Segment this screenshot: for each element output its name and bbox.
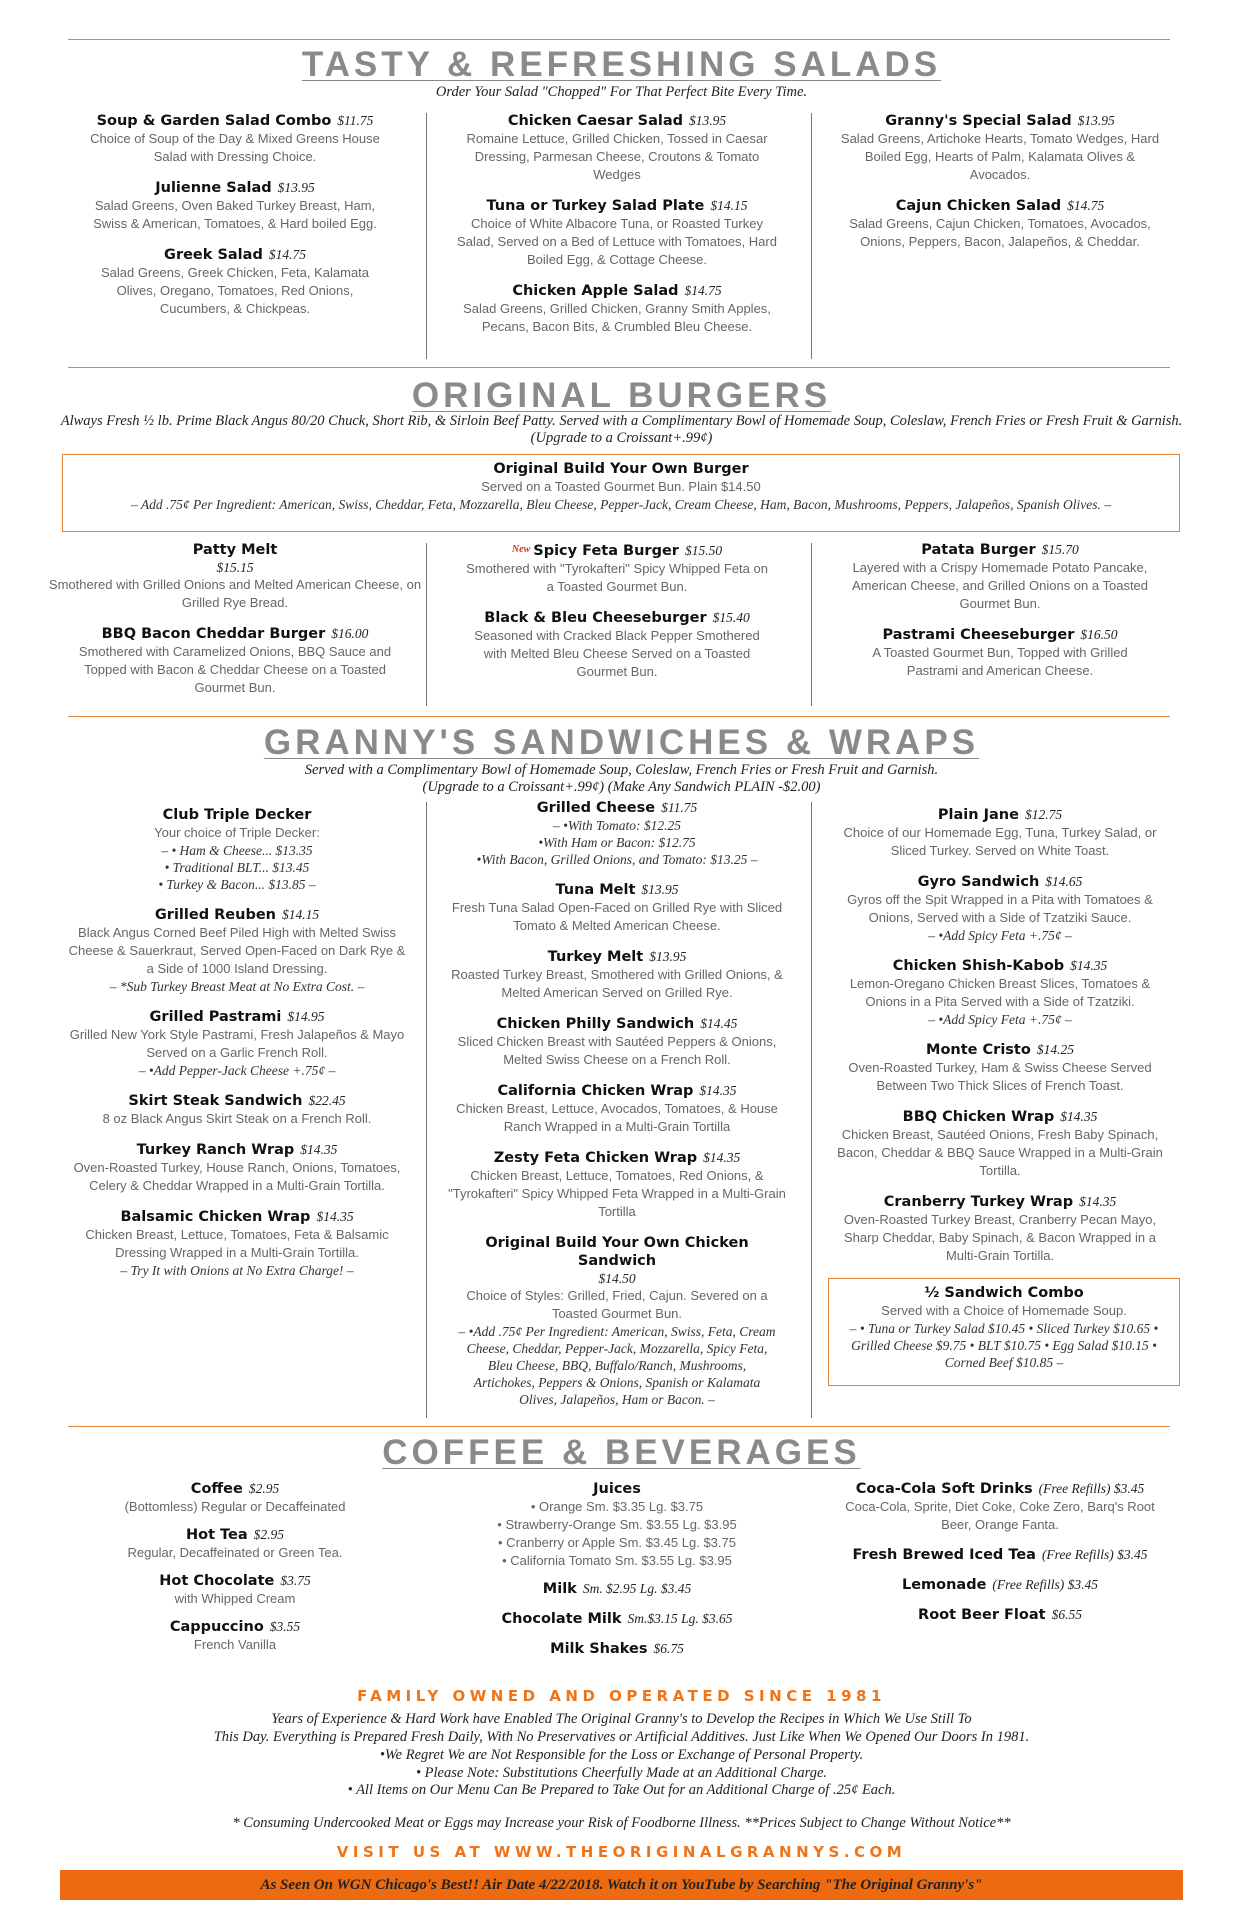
menu-item bbox=[80, 1526, 390, 1562]
item-price: $14.35 bbox=[300, 1142, 338, 1157]
item-name: Cappuccino bbox=[169, 1619, 264, 1635]
item-name: Grilled Reuben bbox=[154, 907, 276, 923]
item-note: – •Add Pepper-Jack Cheese +.75¢ – bbox=[138, 1063, 336, 1078]
item-name: Patata Burger bbox=[921, 542, 1036, 558]
item-description: Grilled New York Style Pastrami, Fresh Jalapeños & Mayo Served on a Garlic French Roll. bbox=[69, 1027, 405, 1060]
item-description: Gyros off the Spit Wrapped in a Pita with Tomatoes & Onions, Served with a Side of Tzatziki Sauce. bbox=[847, 892, 1153, 925]
item-price: $14.35 bbox=[316, 1209, 354, 1224]
item-name: Turkey Ranch Wrap bbox=[136, 1142, 295, 1158]
website-link[interactable]: VISIT US AT WWW.THEORIGINALGRANNYS.COM bbox=[336, 1843, 907, 1861]
item-price: $11.75 bbox=[661, 800, 698, 815]
beverages-column-2 bbox=[452, 1480, 782, 1670]
salads-column-1 bbox=[80, 112, 390, 331]
sandwiches-column-1 bbox=[68, 806, 406, 1292]
menu-item bbox=[444, 1149, 790, 1221]
policy-line: •We Regret We are Not Responsible for the Loss or Exchange of Personal Property. bbox=[379, 1747, 864, 1763]
item-description: Roasted Turkey Breast, Smothered with Grilled Onions, & Melted American Served on Grilled Rye. bbox=[451, 967, 783, 1000]
item-name: Original Build Your Own Chicken Sandwich bbox=[485, 1235, 749, 1269]
menu-item bbox=[452, 1640, 782, 1658]
wgn-banner: As Seen On WGN Chicago's Best!! Air Date 4/22/2018. Watch it on YouTube by Searching "The Original Granny's" bbox=[60, 1870, 1183, 1900]
menu-item bbox=[452, 1480, 782, 1570]
menu-item bbox=[68, 1092, 406, 1128]
sandwiches-column-2 bbox=[444, 799, 790, 1421]
item-name: Chicken Apple Salad bbox=[512, 283, 679, 299]
item-price: Sm.$3.15 Lg. $3.65 bbox=[627, 1611, 733, 1626]
column-divider bbox=[811, 543, 812, 706]
item-note: – • Tuna or Turkey Salad $10.45 • Sliced Turkey $10.65 • Grilled Cheese $9.75 • BLT $10.75 • Egg Salad $10.15 • Corned Beef $10.85 – bbox=[849, 1321, 1159, 1370]
item-name: BBQ Chicken Wrap bbox=[902, 1109, 1055, 1125]
item-price: $13.95 bbox=[649, 949, 687, 964]
beverages-column-1 bbox=[80, 1480, 390, 1664]
menu-item bbox=[80, 112, 390, 166]
column-divider bbox=[426, 543, 427, 706]
item-description: Served on a Toasted Gourmet Bun. Plain $14.50 bbox=[481, 479, 761, 494]
menu-item bbox=[452, 112, 782, 184]
item-name: Root Beer Float bbox=[918, 1607, 1046, 1623]
item-description: with Whipped Cream bbox=[174, 1591, 296, 1606]
item-price: $6.55 bbox=[1051, 1607, 1082, 1622]
menu-item bbox=[452, 282, 782, 336]
menu-item bbox=[835, 1606, 1165, 1624]
item-price: $16.00 bbox=[331, 626, 369, 641]
column-divider bbox=[811, 802, 812, 1418]
item-price: $13.95 bbox=[641, 882, 679, 897]
item-price: $14.45 bbox=[700, 1016, 738, 1031]
item-price: $6.75 bbox=[653, 1641, 684, 1656]
menu-item bbox=[452, 609, 782, 681]
item-price: $14.25 bbox=[1036, 1042, 1074, 1057]
item-option: • Traditional BLT... $13.45 bbox=[164, 860, 310, 875]
salads-column-2 bbox=[452, 112, 782, 349]
item-description: Romaine Lettuce, Grilled Chicken, Tossed in Caesar Dressing, Parmesan Cheese, Croutons & Tomato Wedges bbox=[466, 131, 768, 182]
item-name: Plain Jane bbox=[937, 807, 1019, 823]
item-description: Seasoned with Cracked Black Pepper Smothered with Melted Bleu Cheese Served on a Toasted Gourmet Bun. bbox=[474, 628, 760, 679]
item-price: $14.15 bbox=[281, 907, 320, 922]
menu-item bbox=[452, 541, 782, 596]
item-description: Sliced Chicken Breast with Sautéed Peppers & Onions, Melted Swiss Cheese on a French Roll. bbox=[457, 1034, 777, 1067]
item-name: Cranberry Turkey Wrap bbox=[883, 1194, 1074, 1210]
item-name: Juices bbox=[593, 1481, 641, 1497]
menu-item bbox=[835, 1041, 1165, 1095]
menu-item bbox=[68, 1008, 406, 1079]
burgers-title: ORIGINAL BURGERS bbox=[411, 376, 832, 415]
item-price: $2.95 bbox=[253, 1527, 285, 1542]
item-option: •With Bacon, Grilled Onions, and Tomato: $13.25 – bbox=[476, 852, 758, 867]
item-name: Skirt Steak Sandwich bbox=[128, 1093, 303, 1109]
item-price: $14.35 bbox=[699, 1083, 737, 1098]
item-name: Balsamic Chicken Wrap bbox=[120, 1209, 311, 1225]
burgers-column-2 bbox=[452, 541, 782, 694]
item-note: – •Add Spicy Feta +.75¢ – bbox=[928, 928, 1072, 943]
item-description: Smothered with "Tyrokafteri" Spicy Whipped Feta on a Toasted Gourmet Bun. bbox=[466, 561, 768, 594]
item-name: Original Build Your Own Burger bbox=[493, 461, 749, 477]
item-price: $11.75 bbox=[337, 113, 374, 128]
item-price: $14.95 bbox=[287, 1009, 325, 1024]
item-name: Granny's Special Salad bbox=[885, 113, 1072, 129]
sandwiches-title: GRANNY'S SANDWICHES & WRAPS bbox=[263, 723, 980, 762]
menu-item bbox=[80, 246, 390, 318]
menu-item bbox=[80, 1572, 390, 1608]
salads-title: TASTY & REFRESHING SALADS bbox=[301, 45, 942, 84]
item-price: $22.45 bbox=[308, 1093, 346, 1108]
item-description: Choice of White Albacore Tuna, or Roasted Turkey Salad, Served on a Bed of Lettuce with Tomatoes, Hard Boiled Egg, & Cottage Cheese. bbox=[457, 216, 777, 267]
item-price: $14.50 bbox=[598, 1271, 636, 1286]
menu-item bbox=[444, 881, 790, 935]
menu-item bbox=[835, 112, 1165, 184]
foodborne-warning: * Consuming Undercooked Meat or Eggs may Increase your Risk of Foodborne Illness. **Prices Subject to Change Without Notice** bbox=[232, 1815, 1011, 1831]
salads-subtitle: Order Your Salad "Chopped" For That Perfect Bite Every Time. bbox=[435, 84, 808, 100]
item-description: Chicken Breast, Sautéed Onions, Fresh Baby Spinach, Bacon, Cheddar & BBQ Sauce Wrapped in a Multi-Grain Tortilla. bbox=[837, 1127, 1163, 1178]
item-price: $13.95 bbox=[689, 113, 727, 128]
item-name: Turkey Melt bbox=[547, 949, 644, 965]
burgers-column-1 bbox=[40, 541, 430, 710]
item-name: Cajun Chicken Salad bbox=[895, 198, 1062, 214]
burgers-column-3 bbox=[835, 541, 1165, 693]
beverages-column-3 bbox=[835, 1480, 1165, 1636]
item-name: Chicken Shish-Kabob bbox=[892, 958, 1065, 974]
item-description: Lemon-Oregano Chicken Breast Slices, Tomatoes & Onions in a Pita Served with a Side of Tzatziki. bbox=[849, 976, 1151, 1009]
item-price: $14.75 bbox=[268, 247, 306, 262]
build-your-own-burger-box bbox=[62, 454, 1180, 532]
item-price: (Free Refills) $3.45 bbox=[1041, 1547, 1148, 1562]
item-price: (Free Refills) $3.45 bbox=[992, 1577, 1099, 1592]
item-description: Chicken Breast, Lettuce, Tomatoes, Feta & Balsamic Dressing Wrapped in a Multi-Grain Tortilla. bbox=[85, 1227, 389, 1260]
item-price: $15.40 bbox=[712, 610, 750, 625]
menu-item bbox=[452, 1580, 782, 1598]
item-name: Soup & Garden Salad Combo bbox=[96, 113, 332, 129]
salads-column-3 bbox=[835, 112, 1165, 264]
item-name: Grilled Pastrami bbox=[149, 1009, 282, 1025]
item-name: Pastrami Cheeseburger bbox=[882, 627, 1075, 643]
item-description: Oven-Roasted Turkey Breast, Cranberry Pecan Mayo, Sharp Cheddar, Baby Spinach, & Bacon Wrapped in a Multi-Grain Tortilla. bbox=[843, 1212, 1157, 1263]
sandwiches-subtitle-1: Served with a Complimentary Bowl of Homemade Soup, Coleslaw, French Fries or Fresh Fruit and Garnish. bbox=[304, 762, 939, 778]
item-name: BBQ Bacon Cheddar Burger bbox=[101, 626, 326, 642]
item-price: $14.65 bbox=[1045, 874, 1083, 889]
sandwiches-column-3 bbox=[835, 806, 1165, 1278]
section-rule bbox=[68, 1426, 1170, 1427]
half-sandwich-combo-box bbox=[828, 1278, 1180, 1386]
item-name: Tuna Melt bbox=[555, 882, 636, 898]
menu-item bbox=[80, 179, 390, 233]
item-name: Hot Chocolate bbox=[159, 1573, 275, 1589]
item-price: $12.75 bbox=[1024, 807, 1063, 822]
item-description: Smothered with Grilled Onions and Melted American Cheese, on Grilled Rye Bread. bbox=[48, 577, 422, 610]
item-description: Salad Greens, Artichoke Hearts, Tomato Wedges, Hard Boiled Egg, Hearts of Palm, Kalamata Olives & Avocados. bbox=[840, 131, 1160, 182]
item-price: $3.55 bbox=[269, 1619, 301, 1634]
item-price: $15.15 bbox=[216, 560, 254, 575]
item-name: ½ Sandwich Combo bbox=[924, 1285, 1084, 1301]
item-option: – •With Tomato: $12.25 bbox=[553, 818, 681, 833]
item-description: Salad Greens, Greek Chicken, Feta, Kalamata Olives, Oregano, Tomatoes, Red Onions, Cucumbers, & Chickpeas. bbox=[100, 265, 370, 316]
item-note: – •Add .75¢ Per Ingredient: American, Swiss, Feta, Cream Cheese, Cheddar, Pepper-Jack, Mozzarella, Spicy Feta, Bleu Cheese, BBQ, Buffalo/Ranch, Mushrooms, Artichokes, Peppers & Onions, Spanish or Kalamata Olives, Jalapeños, Ham or Bacon. – bbox=[458, 1324, 776, 1407]
item-description: Salad Greens, Grilled Chicken, Granny Smith Apples, Pecans, Bacon Bits, & Crumbled Bleu Cheese. bbox=[463, 301, 771, 334]
menu-item bbox=[68, 1208, 406, 1279]
item-price: $14.35 bbox=[1079, 1194, 1117, 1209]
item-description: Layered with a Crispy Homemade Potato Pancake, American Cheese, and Grilled Onions on a Toasted Gourmet Bun. bbox=[851, 560, 1149, 611]
column-divider bbox=[426, 113, 427, 359]
item-name: Milk Shakes bbox=[550, 1641, 648, 1657]
menu-item bbox=[68, 1141, 406, 1195]
policy-line: • Please Note: Substitutions Cheerfully Made at an Additional Charge. bbox=[415, 1765, 828, 1781]
menu-item bbox=[452, 197, 782, 269]
family-owned-heading: FAMILY OWNED AND OPERATED SINCE 1981 bbox=[357, 1687, 886, 1705]
top-rule bbox=[68, 39, 1170, 40]
item-note: – Try It with Onions at No Extra Charge! – bbox=[120, 1263, 354, 1278]
item-name: Fresh Brewed Iced Tea bbox=[852, 1547, 1036, 1563]
item-name: Chicken Philly Sandwich bbox=[496, 1016, 695, 1032]
menu-item bbox=[835, 957, 1165, 1028]
item-price: (Free Refills) $3.45 bbox=[1038, 1481, 1145, 1496]
item-description: Chicken Breast, Lettuce, Avocados, Tomatoes, & House Ranch Wrapped in a Multi-Grain Tortilla bbox=[456, 1101, 778, 1134]
menu-item bbox=[80, 1480, 390, 1516]
item-option: • Cranberry or Apple Sm. $3.45 Lg. $3.75 bbox=[498, 1535, 736, 1550]
menu-item bbox=[835, 1108, 1165, 1180]
item-option: – • Ham & Cheese... $13.35 bbox=[161, 843, 313, 858]
item-name: Julienne Salad bbox=[155, 180, 272, 196]
item-name: Hot Tea bbox=[185, 1527, 248, 1543]
item-name: Coffee bbox=[190, 1481, 243, 1497]
menu-item bbox=[835, 541, 1165, 613]
item-name: Grilled Cheese bbox=[536, 800, 656, 816]
item-price: $13.95 bbox=[1077, 113, 1115, 128]
item-description: Salad Greens, Oven Baked Turkey Breast, Ham, Swiss & American, Tomatoes, & Hard boiled Egg. bbox=[93, 198, 377, 231]
burgers-subtitle: Always Fresh ½ lb. Prime Black Angus 80/20 Chuck, Short Rib, & Sirloin Beef Patty. Served with a Complimentary Bowl of Homemade Soup, Coleslaw, French Fries or Fresh Fruit & Garnish. (Upgrade to a Croissant+.99¢) bbox=[60, 413, 1183, 446]
menu-item bbox=[835, 626, 1165, 680]
section-rule bbox=[68, 716, 1170, 717]
menu-item bbox=[444, 1082, 790, 1136]
story-line: Years of Experience & Hard Work have Enabled The Original Granny's to Develop the Recipes in Which We Use Still To bbox=[271, 1711, 972, 1727]
column-divider bbox=[811, 113, 812, 359]
item-price: $2.95 bbox=[248, 1481, 280, 1496]
menu-item bbox=[835, 1546, 1165, 1564]
item-price: $14.35 bbox=[1060, 1109, 1098, 1124]
item-note: – Add .75¢ Per Ingredient: American, Swiss, Cheddar, Feta, Mozzarella, Bleu Cheese, Pepper-Jack, Cream Cheese, Ham, Bacon, Mushrooms, Peppers, Jalapeños, Spanish Olives. – bbox=[131, 497, 1111, 512]
menu-item bbox=[80, 1618, 390, 1654]
menu-item bbox=[835, 1576, 1165, 1594]
item-name: Black & Bleu Cheeseburger bbox=[484, 610, 707, 626]
menu-item bbox=[68, 906, 406, 995]
menu-item bbox=[444, 1015, 790, 1069]
item-option: • California Tomato Sm. $3.55 Lg. $3.95 bbox=[502, 1553, 732, 1568]
item-description: Smothered with Caramelized Onions, BBQ Sauce and Topped with Bacon & Cheddar Cheese on a Toasted Gourmet Bun. bbox=[78, 644, 392, 695]
menu-item bbox=[452, 1610, 782, 1628]
item-description: (Bottomless) Regular or Decaffeinated bbox=[124, 1499, 346, 1514]
menu-item bbox=[444, 1234, 790, 1408]
policy-line: • All Items on Our Menu Can Be Prepared to Take Out for an Additional Charge of .25¢ Each. bbox=[347, 1782, 896, 1798]
item-price: Sm. $2.95 Lg. $3.45 bbox=[582, 1581, 692, 1596]
item-name: Lemonade bbox=[901, 1577, 987, 1593]
item-name: Club Triple Decker bbox=[162, 807, 312, 823]
item-description: Choice of Soup of the Day & Mixed Greens House Salad with Dressing Choice. bbox=[90, 131, 380, 164]
item-name: Coca-Cola Soft Drinks bbox=[855, 1481, 1033, 1497]
item-name: Monte Cristo bbox=[926, 1042, 1031, 1058]
menu-item bbox=[444, 799, 790, 868]
item-note: – •Add Spicy Feta +.75¢ – bbox=[928, 1012, 1072, 1027]
item-description: Coca-Cola, Sprite, Diet Coke, Coke Zero, Barq's Root Beer, Orange Fanta. bbox=[845, 1499, 1155, 1532]
sandwiches-subtitle-2: (Upgrade to a Croissant+.99¢) (Make Any Sandwich PLAIN -$2.00) bbox=[422, 779, 821, 795]
item-description: Oven-Roasted Turkey, Ham & Swiss Cheese Served Between Two Thick Slices of French Toast. bbox=[848, 1060, 1152, 1093]
item-name: California Chicken Wrap bbox=[497, 1083, 694, 1099]
item-price: $16.50 bbox=[1080, 627, 1118, 642]
item-description: Fresh Tuna Salad Open-Faced on Grilled Rye with Sliced Tomato & Melted American Cheese. bbox=[451, 900, 783, 933]
menu-item bbox=[835, 873, 1165, 944]
item-price: $15.70 bbox=[1041, 542, 1079, 557]
item-description: Served with a Choice of Homemade Soup. bbox=[881, 1303, 1127, 1318]
item-name: Spicy Feta Burger bbox=[533, 543, 679, 559]
item-option: •With Ham or Bacon: $12.75 bbox=[538, 835, 696, 850]
item-price: $3.75 bbox=[280, 1573, 311, 1588]
story-line: This Day. Everything is Prepared Fresh Daily, With No Preservatives or Artificial Additives. Just Like When We Opened Our Doors In 1981. bbox=[213, 1729, 1030, 1745]
item-option: • Orange Sm. $3.35 Lg. $3.75 bbox=[530, 1499, 704, 1514]
menu-item bbox=[68, 806, 406, 893]
section-rule bbox=[68, 367, 1170, 368]
item-name: Zesty Feta Chicken Wrap bbox=[493, 1150, 698, 1166]
item-description: Black Angus Corned Beef Piled High with Melted Swiss Cheese & Sauerkraut, Served Open-Faced on Dark Rye & a Side of 1000 Island Dressing. bbox=[68, 925, 406, 976]
item-option: • Strawberry-Orange Sm. $3.55 Lg. $3.95 bbox=[497, 1517, 737, 1532]
menu-item bbox=[835, 1193, 1165, 1265]
item-description: Regular, Decaffeinated or Green Tea. bbox=[127, 1545, 343, 1560]
menu-item bbox=[835, 197, 1165, 251]
menu-item bbox=[835, 806, 1165, 860]
item-description: Salad Greens, Cajun Chicken, Tomatoes, Avocados, Onions, Peppers, Bacon, Jalapeños, & Cheddar. bbox=[849, 216, 1151, 249]
item-name: Chocolate Milk bbox=[501, 1611, 622, 1627]
item-price: $14.35 bbox=[1070, 958, 1108, 973]
item-note: – *Sub Turkey Breast Meat at No Extra Cost. – bbox=[109, 979, 365, 994]
item-description: Chicken Breast, Lettuce, Tomatoes, Red Onions, & "Tyrokafteri" Spicy Whipped Feta Wrapped in a Multi-Grain Tortilla bbox=[448, 1168, 786, 1219]
item-option: • Turkey & Bacon... $13.85 – bbox=[158, 877, 316, 892]
item-price: $14.15 bbox=[710, 198, 748, 213]
item-name: Greek Salad bbox=[164, 247, 263, 263]
item-description: 8 oz Black Angus Skirt Steak on a French Roll. bbox=[102, 1111, 372, 1126]
item-price: $14.75 bbox=[1067, 198, 1105, 213]
item-description: Choice of our Homemade Egg, Tuna, Turkey Salad, or Sliced Turkey. Served on White Toast. bbox=[843, 825, 1157, 858]
menu-item bbox=[444, 948, 790, 1002]
item-description: A Toasted Gourmet Bun, Topped with Grilled Pastrami and American Cheese. bbox=[872, 645, 1128, 678]
new-badge: New bbox=[511, 544, 531, 555]
item-name: Patty Melt bbox=[192, 542, 278, 558]
item-name: Gyro Sandwich bbox=[917, 874, 1040, 890]
item-name: Milk bbox=[542, 1581, 577, 1597]
item-price: $14.75 bbox=[684, 283, 722, 298]
item-name: Chicken Caesar Salad bbox=[507, 113, 684, 129]
item-description: French Vanilla bbox=[193, 1637, 277, 1652]
item-price: $13.95 bbox=[277, 180, 315, 195]
item-name: Tuna or Turkey Salad Plate bbox=[486, 198, 705, 214]
item-description: Oven-Roasted Turkey, House Ranch, Onions, Tomatoes, Celery & Cheddar Wrapped in a Multi-Grain Tortilla. bbox=[73, 1160, 401, 1193]
menu-item bbox=[835, 1480, 1165, 1534]
item-description: Your choice of Triple Decker: bbox=[154, 825, 320, 840]
item-price: $15.50 bbox=[684, 543, 723, 558]
menu-item bbox=[40, 625, 430, 697]
beverages-title: COFFEE & BEVERAGES bbox=[382, 1433, 861, 1472]
column-divider bbox=[426, 802, 427, 1418]
menu-item bbox=[40, 541, 430, 612]
item-price: $14.35 bbox=[703, 1150, 741, 1165]
item-description: Choice of Styles: Grilled, Fried, Cajun. Severed on a Toasted Gourmet Bun. bbox=[466, 1288, 768, 1321]
